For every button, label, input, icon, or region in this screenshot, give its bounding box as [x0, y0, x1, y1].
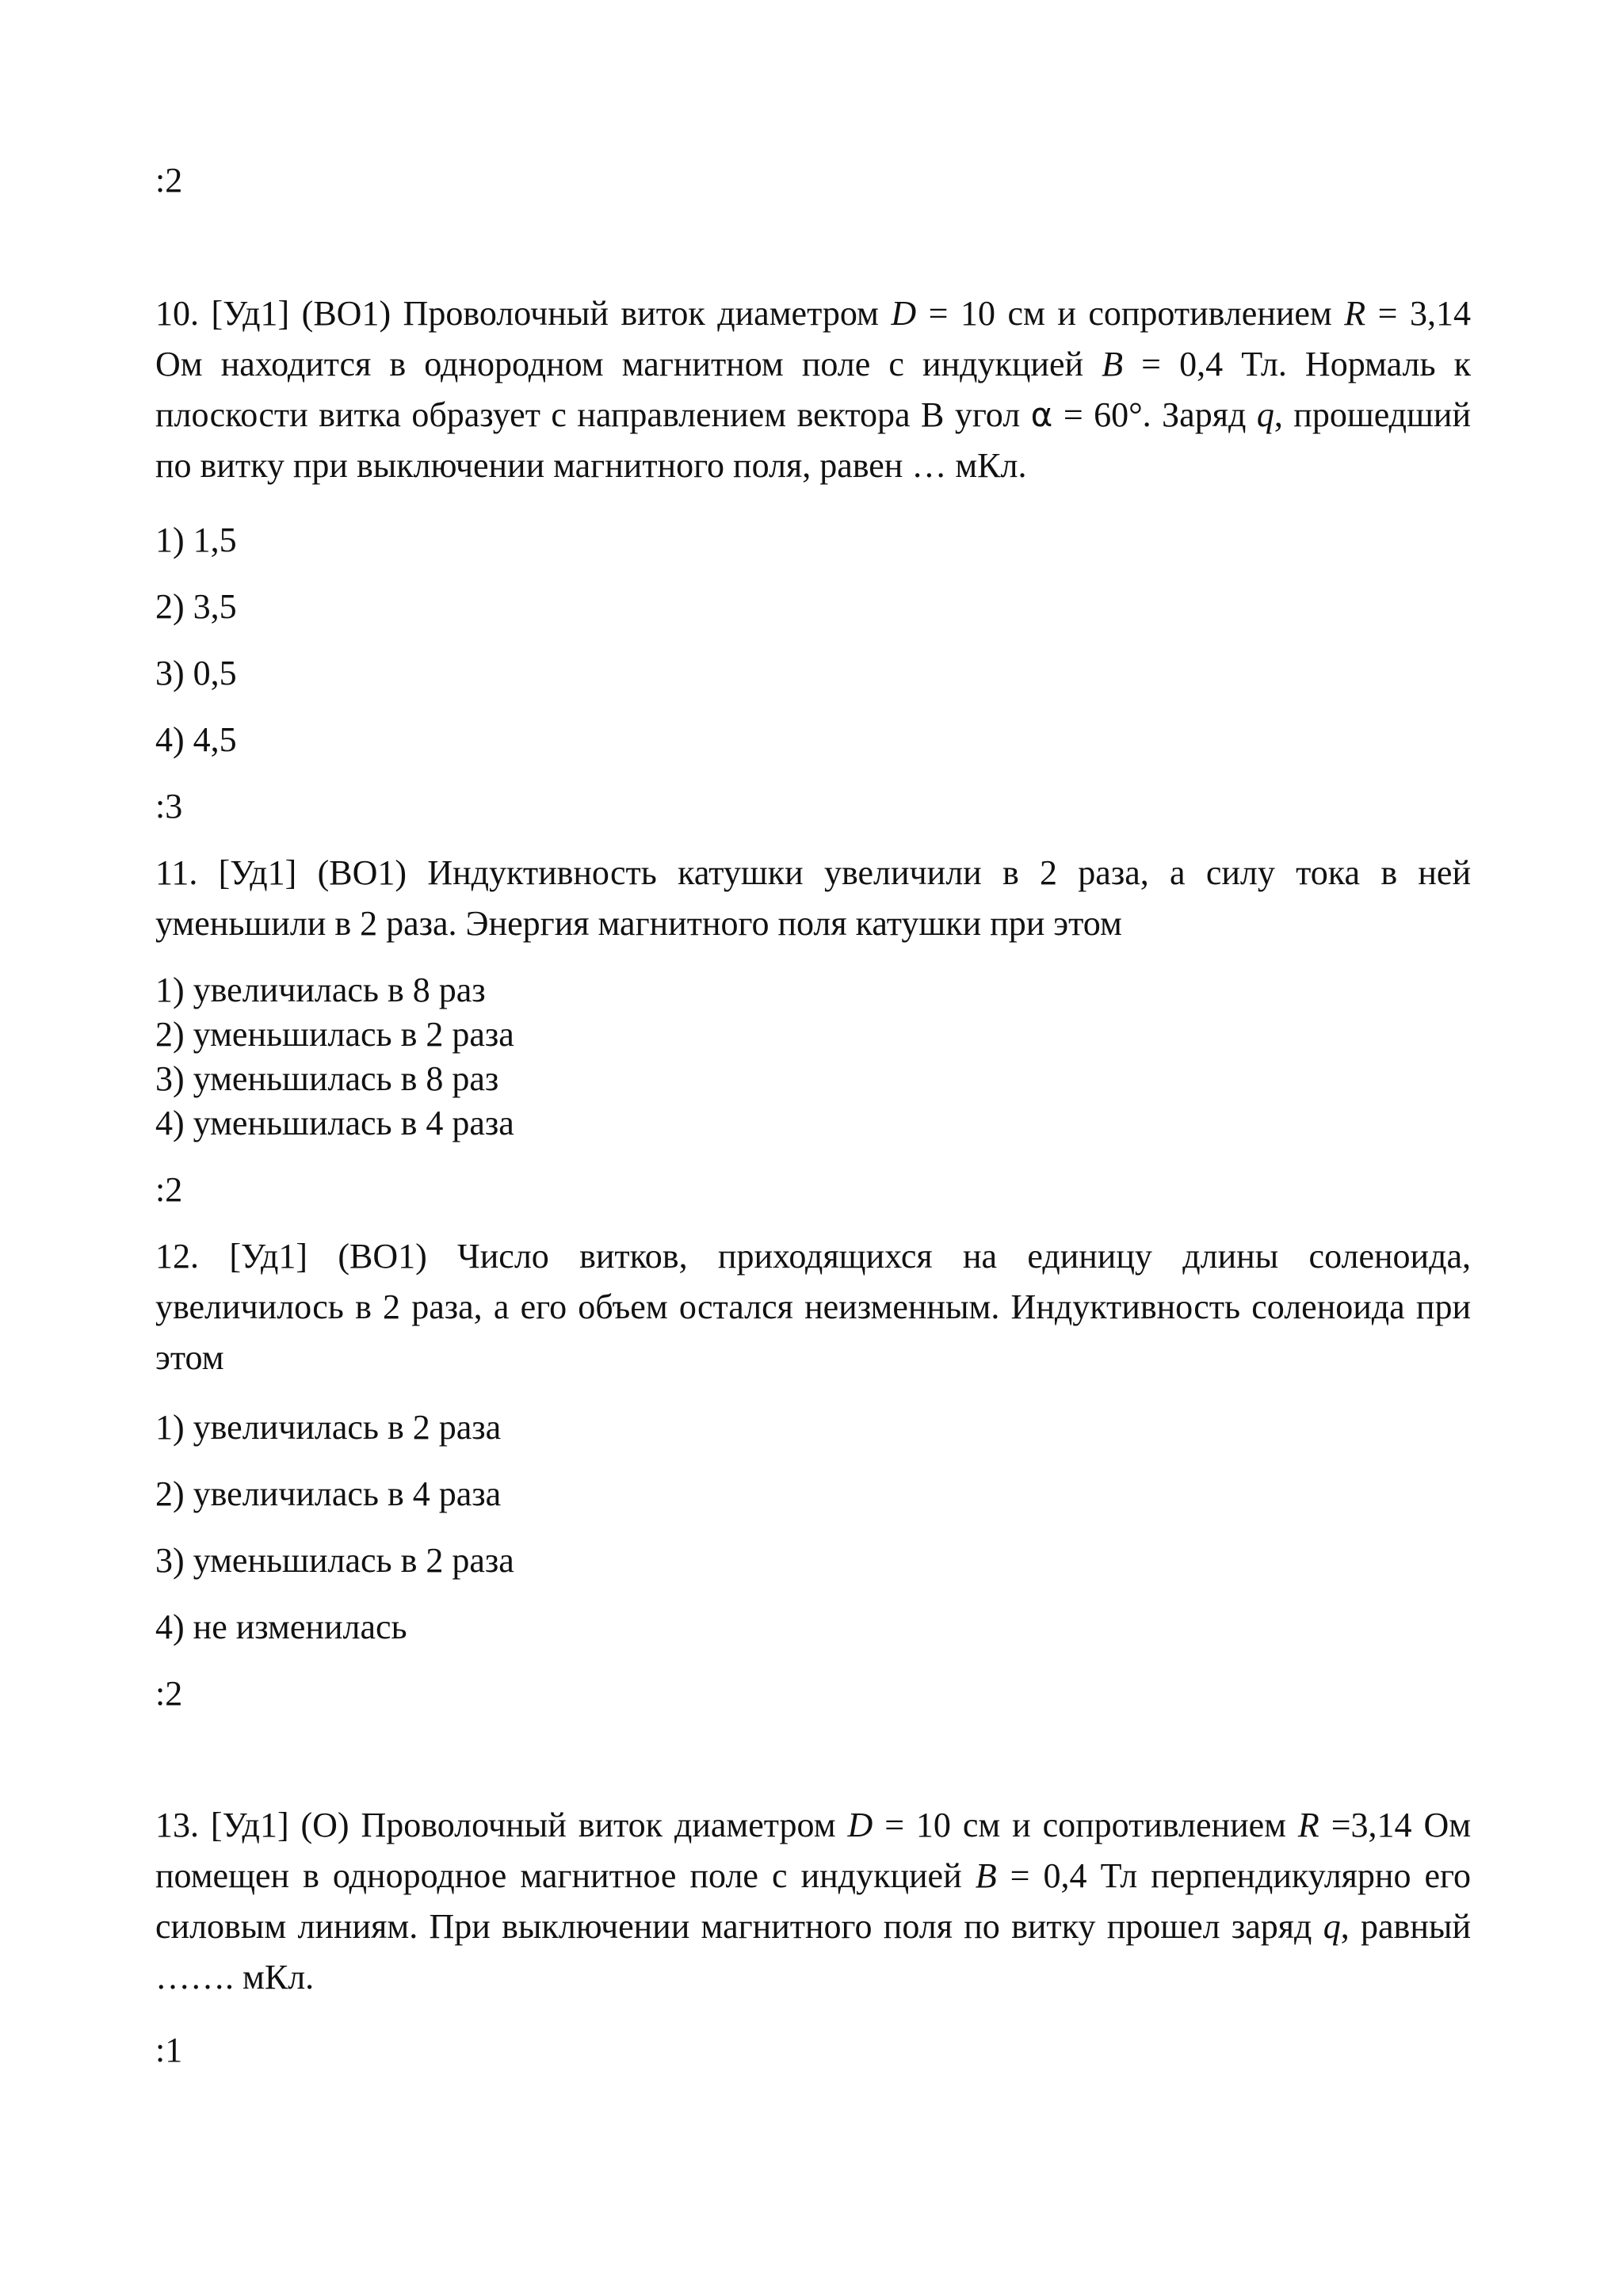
variable-q: q [1256, 395, 1274, 434]
option-11-4: 4) уменьшилась в 4 раза [155, 1104, 514, 1142]
variable-d: D [847, 1806, 873, 1844]
question-10-text: 10. [Уд1] (ВО1) Проволочный виток диаметром D = 10 см и сопротивлением R = 3,14 Ом находится в однородном магнитном поле с индукцией B = 0,4 Тл. Нормаль к плоскости витка образует с направлением вектора В угол α = 60°. Заряд q, прошедший по витку при выключении магнитного поля, равен … мКл. [155, 294, 1472, 485]
question-tags: [Уд1] (ВО1) [218, 853, 407, 892]
question-11-text: 11. [Уд1] (ВО1) Индуктивность катушки увеличили в 2 раза, а силу тока в ней уменьшили в 2 раза. Энергия магнитного поля катушки при этом [155, 853, 1472, 943]
option-10-1: 1) 1,5 [155, 521, 237, 559]
question-number: 10. [155, 294, 199, 333]
option-10-2: 2) 3,5 [155, 587, 237, 626]
variable-r: R [1297, 1806, 1319, 1844]
option-11-3: 3) уменьшилась в 8 раз [155, 1059, 499, 1098]
answer-q11: :2 [155, 1170, 183, 1209]
answer-q12: :2 [155, 1674, 183, 1713]
option-12-1: 1) увеличилась в 2 раза [155, 1408, 502, 1447]
option-10-3: 3) 0,5 [155, 654, 237, 692]
option-11-1: 1) увеличилась в 8 раз [155, 971, 486, 1009]
variable-q: q [1323, 1907, 1341, 1946]
variable-b: B [1102, 345, 1124, 383]
alpha-symbol: α [1030, 395, 1053, 434]
options-q11 [155, 968, 1471, 1146]
answer-q10: :3 [155, 787, 183, 826]
option-11-2: 2) уменьшилась в 2 раза [155, 1015, 514, 1054]
variable-d: D [891, 294, 917, 333]
question-number: 12. [155, 1237, 199, 1276]
question-tags: [Уд1] (ВО1) [229, 1237, 427, 1276]
answer-q9: :2 [155, 161, 183, 200]
variable-b: B [975, 1856, 997, 1895]
option-12-3: 3) уменьшилась в 2 раза [155, 1541, 514, 1580]
question-13-text: 13. [Уд1] (О) Проволочный виток диаметром D = 10 см и сопротивлением R =3,14 Ом помещен в однородное магнитное поле с индукцией B = 0,4 Тл перпендикулярно его силовым линиям. При выключении магнитного поля по витку прошел заряд q, равный ……. мКл. [155, 1806, 1472, 1997]
question-tags: [Уд1] (О) [210, 1806, 349, 1844]
option-10-4: 4) 4,5 [155, 720, 237, 759]
variable-r: R [1344, 294, 1366, 333]
question-tags: [Уд1] (ВО1) [211, 294, 391, 333]
question-number: 11. [155, 853, 198, 892]
option-12-2: 2) увеличилась в 4 раза [155, 1474, 502, 1513]
option-12-4: 4) не изменилась [155, 1608, 407, 1646]
answer-q13: :1 [155, 2031, 183, 2069]
question-number: 13. [155, 1806, 199, 1844]
question-12-text: 12. [Уд1] (ВО1) Число витков, приходящихся на единицу длины соленоида, увеличилось в 2 раза, а его объем остался неизменным. Индуктивность соленоида при этом [155, 1237, 1472, 1377]
